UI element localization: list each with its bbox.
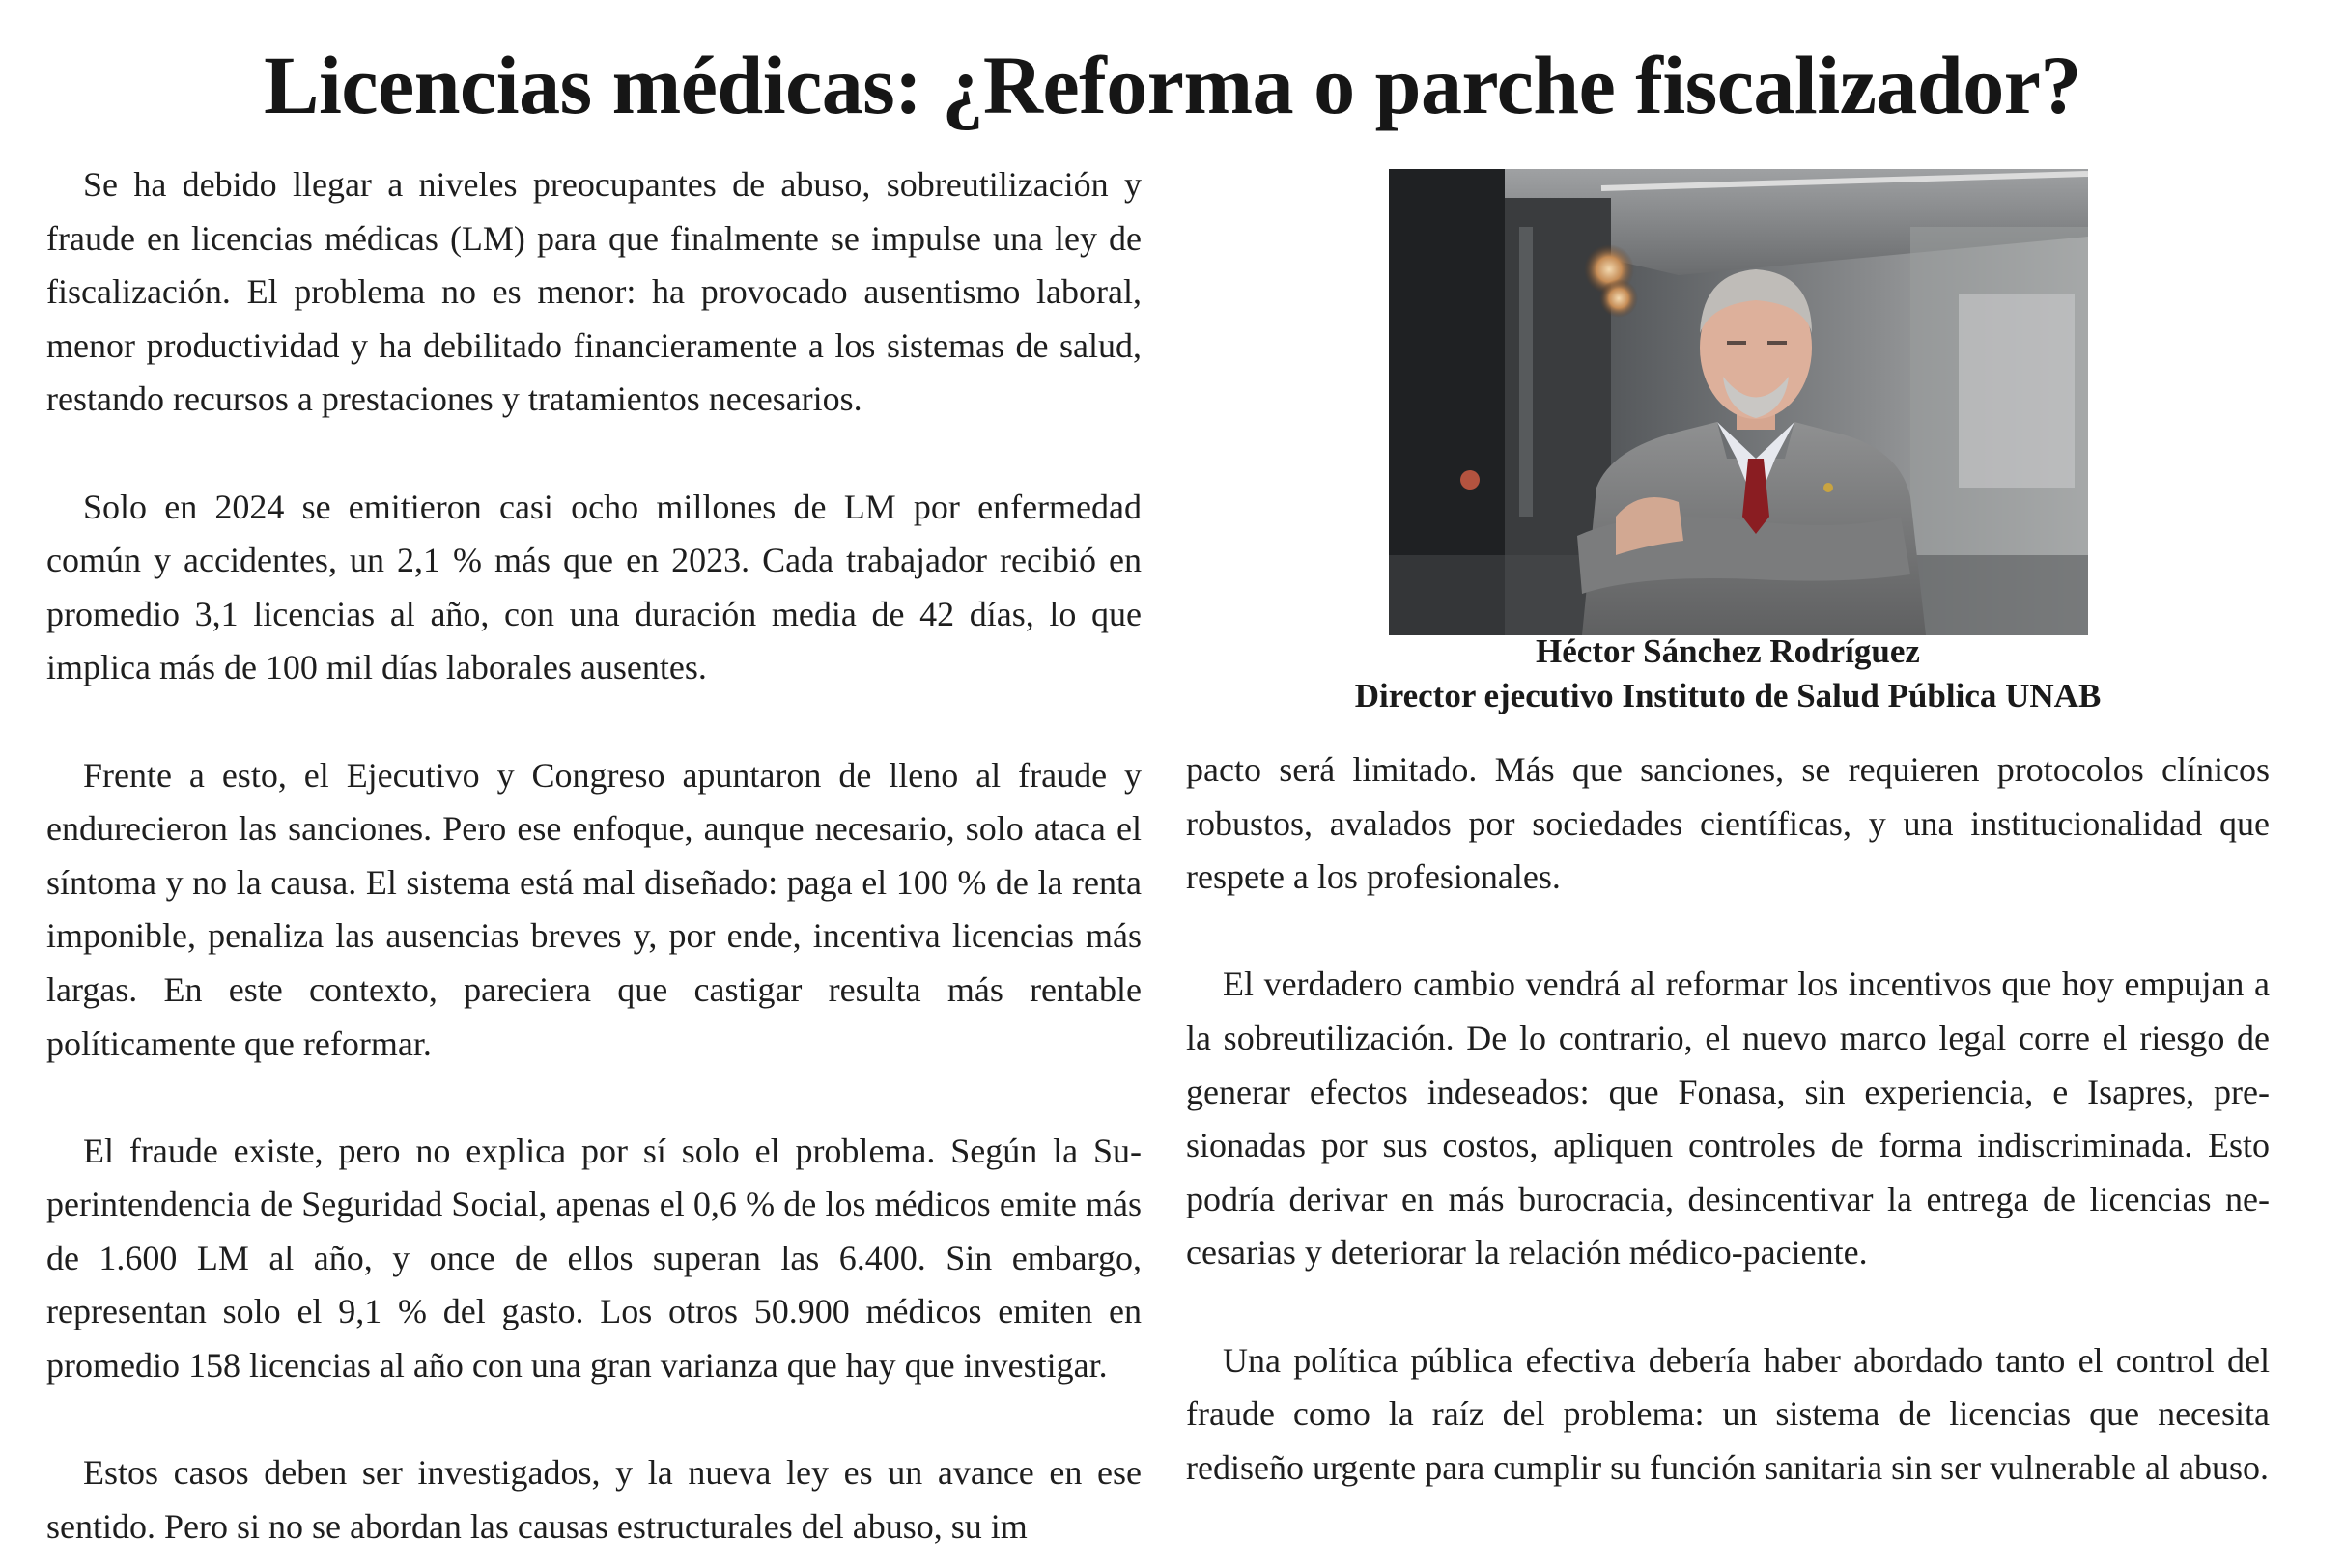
paragraph-2: Solo en 2024 se emitieron casi ocho millones de LM por enfermedad común y accidentes, un 2,1 % más que en 2023. Cada trabajador recibió en promedio 3,1 licencias al año, con una duración media de 42 días, lo que implica más de 100 mil días laborales ausentes. [46,487,1142,687]
article-title: Licencias médicas: ¿Reforma o parche fiscalizador? [264,39,2081,131]
photo-caption [1186,630,2270,718]
paragraph-8: Una política pública efectiva debería haber abordado tanto el control del fraude como la raíz del problema: un sistema de licencias que necesita rediseño urgente para cumplir su función sanitaria sin ser vulnerable al abuso. [1186,1340,2270,1487]
author-photo-illustration [1389,169,2088,635]
paragraph-5: Estos casos deben ser investigados, y la nueva ley es un avance en ese sentido. Pero si no se abordan las causas estructurales del abuso, su im [46,1453,1142,1546]
author-role: Director ejecutivo Instituto de Salud Pública UNAB [1354,677,2102,714]
left-column [46,158,1142,1554]
paragraph-3: Frente a esto, el Ejecutivo y Congreso apuntaron de lleno al fraude y endurecieron las sanciones. Pero ese enfoque, aunque necesario, solo ataca el síntoma y no la causa. El sistema está mal diseñado: paga el 100 % de la renta imponible, penaliza las ausencias breves y, por ende, incentiva licencias más largas. En este contexto, pareciera que castigar resulta más rentable políticamente que reformar. [46,755,1142,1063]
paragraph-4: El fraude existe, pero no explica por sí solo el problema. Según la Superintendencia de Seguridad Social, apenas el 0,6 % de los médicos emite más de 1.600 LM al año, y once de ellos superan las 6.400. Sin embargo, representan solo el 9,1 % del gasto. Los otros 50.900 médicos emiten en promedio 158 licencias al año con una gran varianza que hay que investigar. [46,1131,1142,1386]
author-photo [1389,169,2088,635]
author-name: Héctor Sánchez Rodríguez [1536,632,1920,670]
paragraph-6: pacto será limitado. Más que sanciones, se requieren protocolos clínicos robustos, avalados por sociedades científicas, y una institucionalidad que respete a los profesionales. [1186,750,2270,897]
right-column [1186,743,2270,1495]
paragraph-7: El verdadero cambio vendrá al reformar los incentivos que hoy empujan a la sobreutilización. De lo contrario, el nuevo marco legal corre el riesgo de generar efectos indeseados: que Fonasa, sin experiencia, e Isapres, presionadas por sus costos, apliquen controles de forma indiscriminada. Esto podría derivar en más burocracia, desincentivar la entrega de licencias necesarias y deteriorar la relación médico-paciente. [1186,965,2270,1273]
paragraph-1: Se ha debido llegar a niveles preocupantes de abuso, sobreutilización y fraude en licencias médicas (LM) para que finalmente se impulse una ley de fiscalización. El problema no es menor: ha provocado ausentismo laboral, menor productividad y ha debilitado financieramente a los sistemas de salud, restando recursos a prestaciones y tratamientos necesarios. [46,165,1142,419]
